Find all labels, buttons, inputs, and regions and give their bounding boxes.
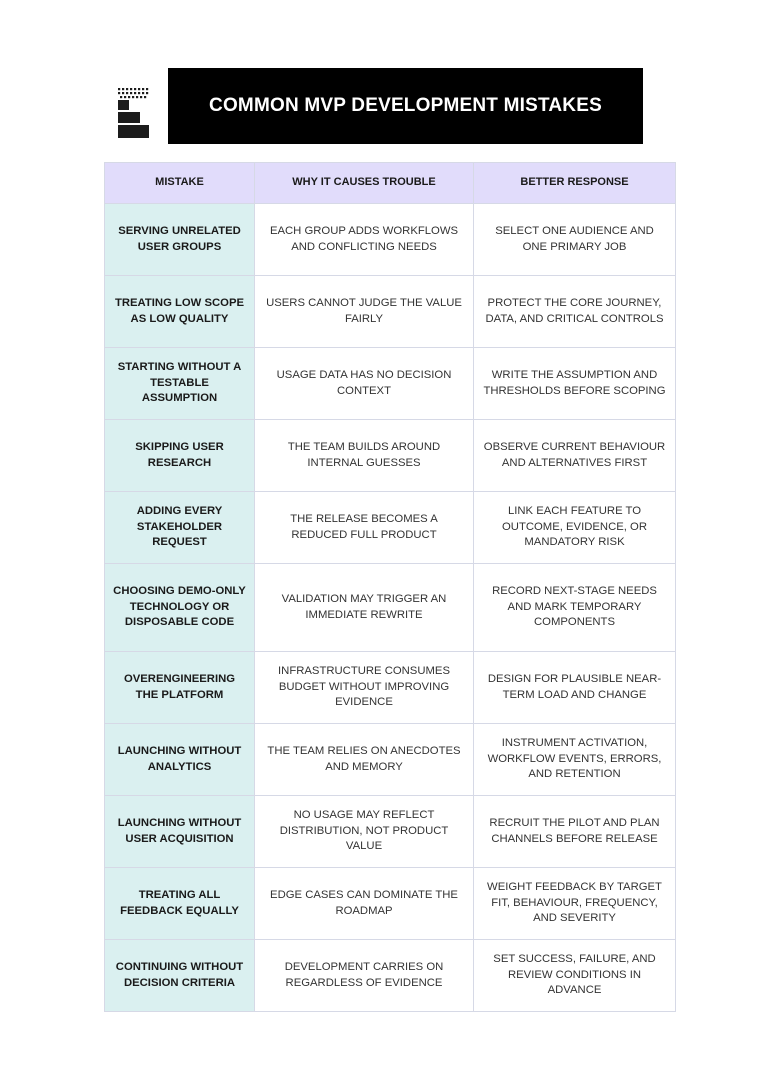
why-cell: VALIDATION MAY TRIGGER AN IMMEDIATE REWRITE (255, 564, 474, 652)
table-row (105, 276, 676, 348)
page-title: COMMON MVP DEVELOPMENT MISTAKES (209, 95, 602, 116)
mistake-cell: SERVING UNRELATED USER GROUPS (105, 204, 255, 276)
mistake-cell: TREATING ALL FEEDBACK EQUALLY (105, 868, 255, 940)
mistakes-table (104, 162, 676, 1012)
why-cell: THE TEAM BUILDS AROUND INTERNAL GUESSES (255, 420, 474, 492)
why-cell: USAGE DATA HAS NO DECISION CONTEXT (255, 348, 474, 420)
why-cell: EACH GROUP ADDS WORKFLOWS AND CONFLICTING NEEDS (255, 204, 474, 276)
response-cell: WEIGHT FEEDBACK BY TARGET FIT, BEHAVIOUR, FREQUENCY, AND SEVERITY (474, 868, 676, 940)
column-header-mistake: MISTAKE (105, 163, 255, 204)
table-row (105, 724, 676, 796)
table-row (105, 204, 676, 276)
response-cell: SELECT ONE AUDIENCE AND ONE PRIMARY JOB (474, 204, 676, 276)
response-cell: RECRUIT THE PILOT AND PLAN CHANNELS BEFORE RELEASE (474, 796, 676, 868)
table-row (105, 420, 676, 492)
mistake-cell: CHOOSING DEMO-ONLY TECHNOLOGY OR DISPOSABLE CODE (105, 564, 255, 652)
response-cell: DESIGN FOR PLAUSIBLE NEAR-TERM LOAD AND CHANGE (474, 652, 676, 724)
response-cell: LINK EACH FEATURE TO OUTCOME, EVIDENCE, OR MANDATORY RISK (474, 492, 676, 564)
table-header-row (105, 163, 676, 204)
mistake-cell: CONTINUING WITHOUT DECISION CRITERIA (105, 940, 255, 1012)
response-cell: INSTRUMENT ACTIVATION, WORKFLOW EVENTS, ERRORS, AND RETENTION (474, 724, 676, 796)
response-cell: PROTECT THE CORE JOURNEY, DATA, AND CRITICAL CONTROLS (474, 276, 676, 348)
column-header-why: WHY IT CAUSES TROUBLE (255, 163, 474, 204)
mistake-cell: OVERENGINEERING THE PLATFORM (105, 652, 255, 724)
table-row (105, 492, 676, 564)
why-cell: NO USAGE MAY REFLECT DISTRIBUTION, NOT PRODUCT VALUE (255, 796, 474, 868)
table-row (105, 652, 676, 724)
why-cell: INFRASTRUCTURE CONSUMES BUDGET WITHOUT IMPROVING EVIDENCE (255, 652, 474, 724)
table-row (105, 564, 676, 652)
mistake-cell: LAUNCHING WITHOUT USER ACQUISITION (105, 796, 255, 868)
why-cell: DEVELOPMENT CARRIES ON REGARDLESS OF EVIDENCE (255, 940, 474, 1012)
column-header-response: BETTER RESPONSE (474, 163, 676, 204)
response-cell: OBSERVE CURRENT BEHAVIOUR AND ALTERNATIVES FIRST (474, 420, 676, 492)
table-row (105, 348, 676, 420)
mistake-cell: SKIPPING USER RESEARCH (105, 420, 255, 492)
mistake-cell: STARTING WITHOUT A TESTABLE ASSUMPTION (105, 348, 255, 420)
brand-logo-icon (118, 88, 151, 138)
title-banner (168, 68, 643, 144)
table-row (105, 868, 676, 940)
table-row (105, 796, 676, 868)
response-cell: WRITE THE ASSUMPTION AND THRESHOLDS BEFORE SCOPING (474, 348, 676, 420)
why-cell: THE RELEASE BECOMES A REDUCED FULL PRODUCT (255, 492, 474, 564)
mistake-cell: ADDING EVERY STAKEHOLDER REQUEST (105, 492, 255, 564)
mistake-cell: TREATING LOW SCOPE AS LOW QUALITY (105, 276, 255, 348)
why-cell: THE TEAM RELIES ON ANECDOTES AND MEMORY (255, 724, 474, 796)
why-cell: EDGE CASES CAN DOMINATE THE ROADMAP (255, 868, 474, 940)
why-cell: USERS CANNOT JUDGE THE VALUE FAIRLY (255, 276, 474, 348)
table-row (105, 940, 676, 1012)
response-cell: RECORD NEXT-STAGE NEEDS AND MARK TEMPORARY COMPONENTS (474, 564, 676, 652)
mistake-cell: LAUNCHING WITHOUT ANALYTICS (105, 724, 255, 796)
response-cell: SET SUCCESS, FAILURE, AND REVIEW CONDITIONS IN ADVANCE (474, 940, 676, 1012)
